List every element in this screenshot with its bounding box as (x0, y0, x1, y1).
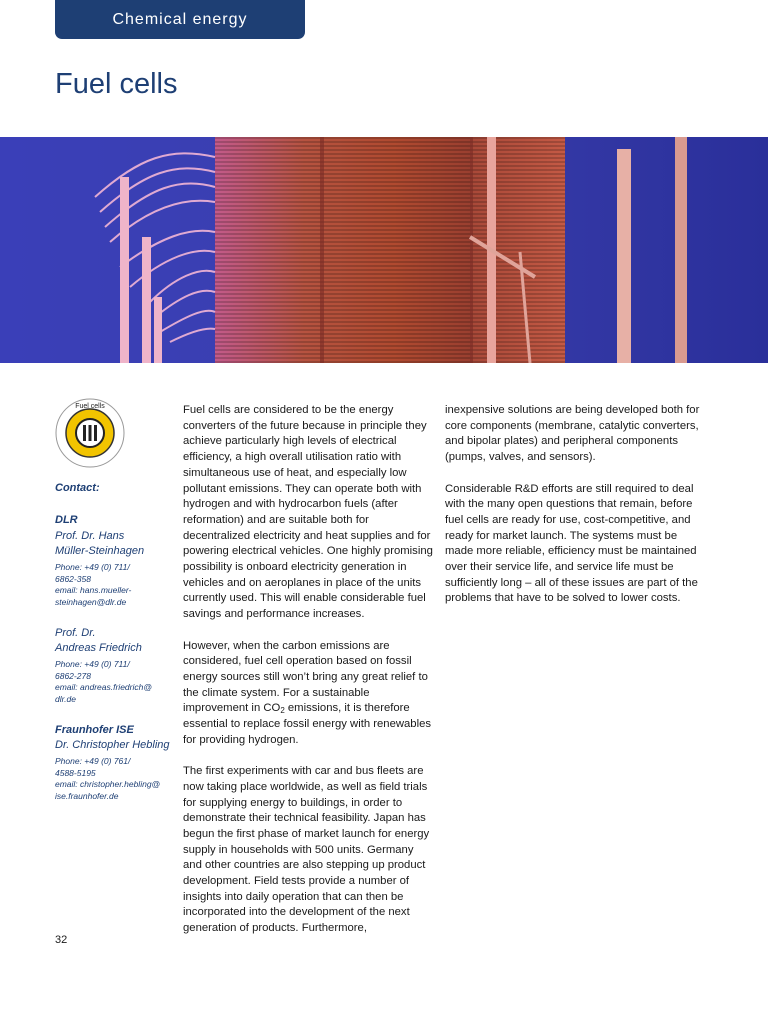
contact-name: Müller-Steinhagen (55, 545, 145, 557)
contact-label: Contact: (55, 482, 100, 494)
contact-org: Fraunhofer ISE (55, 724, 134, 736)
body-paragraph: Considerable R&D efforts are still required to deal with the many open questions that remain, before fuel cells are ready for use, cost-competitive, and ready for market launch. The systems must be made more reliable, efficiency must be maintained over their service life, and service life must be sufficiently long – all of these issues are part of the problems that have to be solved to lower costs. (445, 482, 698, 605)
body-paragraph: inexpensive solutions are being developed both for core components (membrane, catalytic converters, and bipolar plates) and peripheral components (pumps, valves, and sensors). (445, 404, 700, 464)
contact-email: dlr.de (55, 693, 76, 704)
section-tab-label: Chemical energy (112, 10, 248, 28)
contact-phone: 6862-278 (55, 670, 91, 681)
body-text: However, when the carbon emissions are considered, fuel cell operation based on fossil energy sources still won’t bring any great relief to the climate system. For a sustainable improvement in CO (183, 639, 428, 715)
contact-name: Prof. Dr. Hans (55, 530, 125, 542)
page-title: Fuel cells (55, 68, 178, 100)
section-tab (55, 0, 305, 39)
contact-dlr (55, 514, 173, 608)
contact-phone: Phone: +49 (0) 711/ (55, 562, 130, 572)
contact-email: ise.fraunhofer.de (55, 790, 119, 801)
contact-name: Andreas Friedrich (55, 642, 142, 654)
body-text: emissions, it is therefore essential to replace fossil energy with renewables for providing hydrogen. (183, 702, 432, 746)
contact-phone: 4588-5195 (55, 767, 96, 778)
contact-email: steinhagen@dlr.de (55, 596, 127, 607)
contact-phone: Phone: +49 (0) 761/ (55, 756, 131, 766)
contact-email: email: christopher.hebling@ (55, 779, 161, 789)
body-column-1 (183, 403, 433, 953)
logo-ring-text: Fuel cells (75, 403, 105, 410)
contact-email: email: hans.mueller- (55, 585, 132, 595)
contact-phone: Phone: +49 (0) 711/ (55, 659, 130, 669)
subscript: 2 (280, 706, 285, 716)
body-paragraph: The first experiments with car and bus fleets are now taking place worldwide, as well as field trials for supplying energy to buildings, in order to demonstrate their technical feasibility. Japan has begun the first phase of market launch for energy supply in households with 500 units. Germany and other countries are also stepping up product development. Field tests provide a number of insights into daily operation that can then be incorporated into the development of the next generation of products. Furthermore, (183, 765, 430, 935)
contact-name: Prof. Dr. (55, 627, 96, 639)
contact-phone: 6862-358 (55, 573, 91, 584)
fuel-cell-stack-photo (0, 137, 768, 363)
contact-fraunhofer (55, 724, 173, 802)
page-number: 32 (55, 934, 68, 946)
body-paragraph: Fuel cells are considered to be the energy converters of the future because in principle they achieve particularly high levels of electrical efficiency, a high overall utilisation ratio with simultaneous use of heat, and especially low pollutant emissions. They can operate both with hydrogen and with hydrocarbon fuels (after reformation) and are suitable both for decentralized electricity and heat supplies and for powering electrical vehicles. One highly promising possibility is onboard electricity generation in vehicles and on aeroplanes in place of the units currently used. This will enable considerable fuel savings and performance increases. (183, 404, 433, 621)
fuel-cells-logo (54, 397, 126, 469)
body-column-2 (445, 403, 700, 623)
contact-name: Dr. Christopher Hebling (55, 739, 170, 751)
contact-email: email: andreas.friedrich@ (55, 682, 152, 692)
contact-sidebar (55, 482, 173, 802)
contact-dlr-friedrich (55, 626, 173, 705)
body-paragraph (183, 639, 433, 749)
contact-org: DLR (55, 514, 78, 526)
